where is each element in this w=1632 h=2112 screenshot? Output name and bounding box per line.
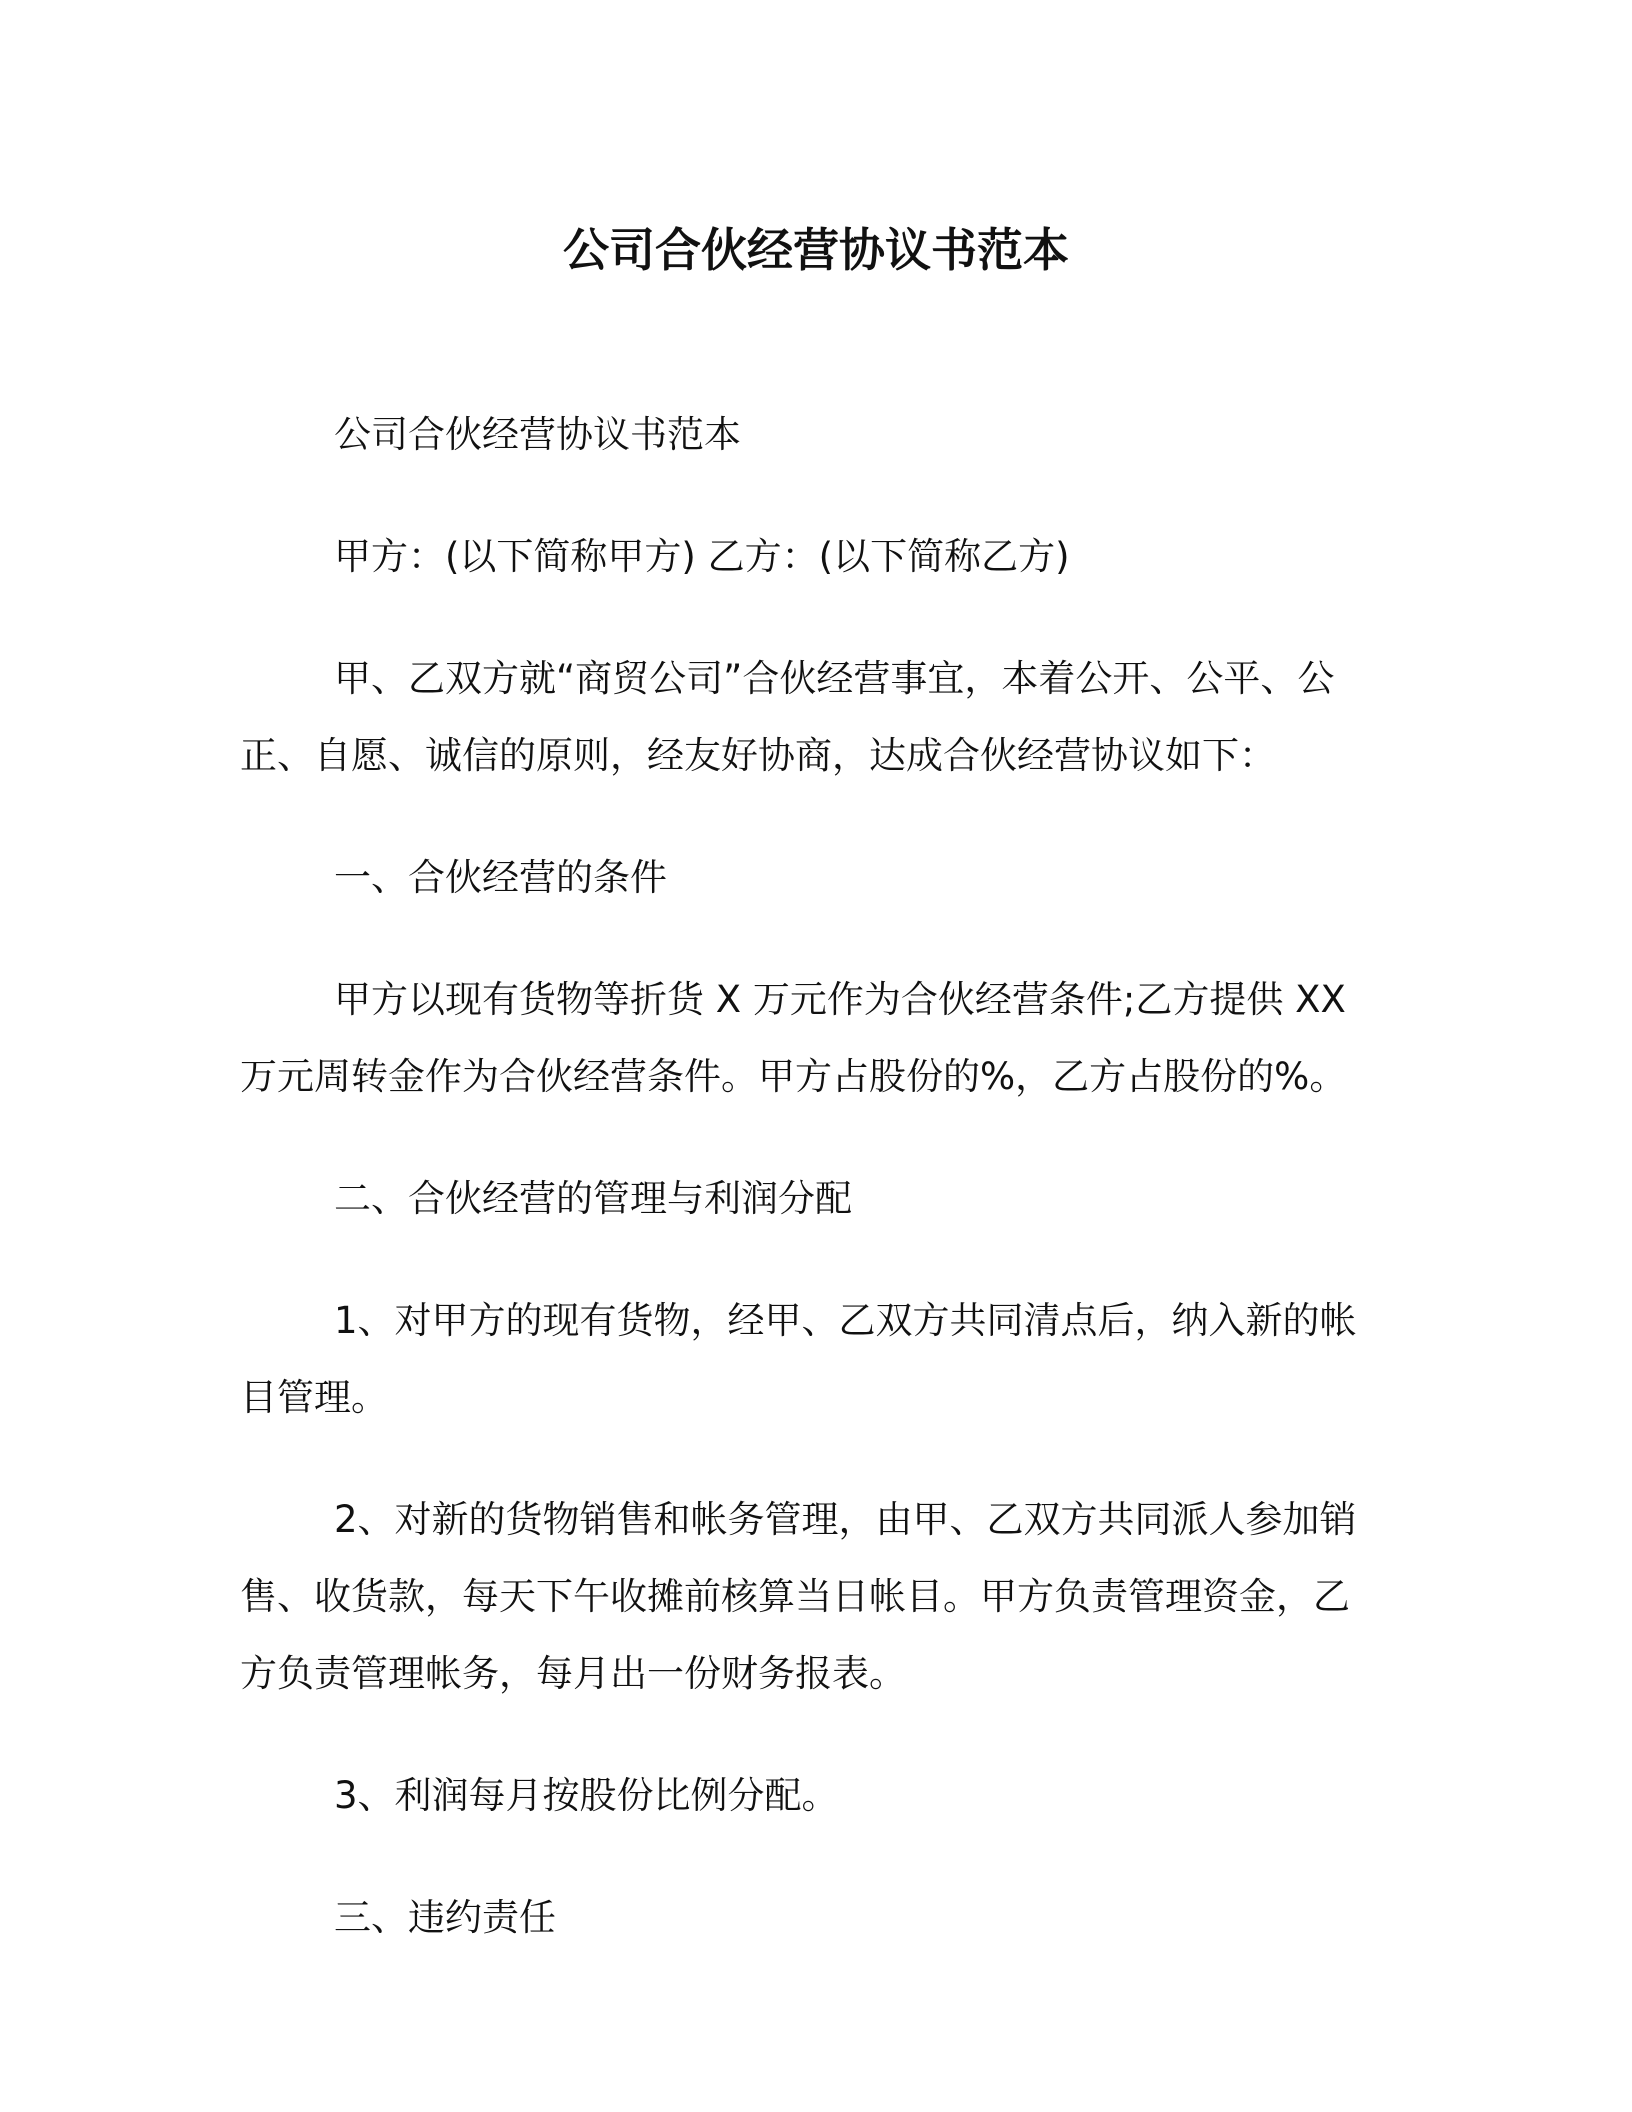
document-body <box>240 396 1380 2001</box>
section-heading-liability: 三、违约责任 <box>334 1896 556 1939</box>
section-heading-management: 二、合伙经营的管理与利润分配 <box>334 1177 852 1220</box>
paragraph-subtitle: 公司合伙经营协议书范本 <box>334 413 741 456</box>
paragraph-clause-2: 2、对新的货物销售和帐务管理，由甲、乙双方共同派人参加销售、收货款，每天下午收摊前核算当日帐目。甲方负责管理资金，乙方负责管理帐务，每月出一份财务报表。 <box>240 1498 1357 1695</box>
paragraph-preamble: 甲、乙双方就“商贸公司”合伙经营事宜，本着公开、公平、公正、自愿、诚信的原则，经友好协商，达成合伙经营协议如下： <box>240 657 1335 777</box>
document-title: 公司合伙经营协议书范本 <box>563 223 1069 277</box>
paragraph-conditions: 甲方以现有货物等折货 X 万元作为合伙经营条件;乙方提供 XX 万元周转金作为合伙经营条件。甲方占股份的%，乙方占股份的%。 <box>240 978 1347 1098</box>
paragraph-clause-3: 3、利润每月按股份比例分配。 <box>334 1774 839 1817</box>
paragraph-parties: 甲方：(以下简称甲方) 乙方：(以下简称乙方) <box>334 535 1070 578</box>
section-heading-conditions: 一、合伙经营的条件 <box>334 856 667 899</box>
paragraph-clause-1: 1、对甲方的现有货物，经甲、乙双方共同清点后，纳入新的帐目管理。 <box>240 1299 1357 1419</box>
